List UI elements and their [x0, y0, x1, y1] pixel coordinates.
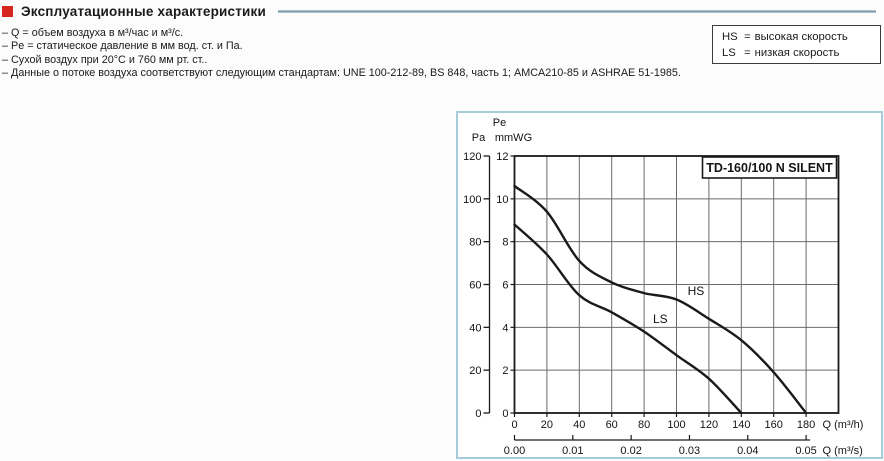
svg-text:120: 120 [463, 151, 482, 163]
svg-text:Pa: Pa [471, 132, 486, 144]
y-axis-mmwg [496, 151, 514, 420]
legend-code: HS [722, 31, 738, 43]
svg-text:6: 6 [502, 279, 509, 292]
equals-sign: = [744, 47, 751, 59]
svg-text:0: 0 [511, 419, 518, 431]
note-line: – Сухой воздух при 20°C и 760 мм рт. ст.. [2, 53, 208, 66]
y-axis-pa [463, 151, 489, 420]
note-line: – Данные о потоке воздуха соответствуют следующим стандартам: UNE 100-212-89, BS 848, часть 1; AMCA210-85 и ASHRAE 51-1985. [2, 67, 681, 80]
svg-text:120: 120 [699, 419, 719, 431]
svg-text:100: 100 [667, 419, 686, 431]
svg-text:0.05: 0.05 [795, 445, 817, 457]
svg-text:mmWG: mmWG [494, 132, 533, 144]
legend-line-hs [722, 29, 880, 45]
svg-text:0.03: 0.03 [678, 445, 701, 457]
svg-text:TD-160/100 N SILENT: TD-160/100 N SILENT [706, 161, 833, 175]
series-label-LS: LS [652, 311, 668, 326]
svg-text:180: 180 [796, 419, 816, 431]
svg-text:40: 40 [573, 419, 586, 431]
svg-text:8: 8 [502, 236, 509, 249]
note-line: – Q = объем воздуха в м³/час и м³/с. [2, 27, 184, 39]
x-axis-m3h [511, 413, 863, 431]
legend-label: высокая скорость [754, 31, 848, 43]
section-header [2, 4, 880, 19]
svg-text:0.02: 0.02 [620, 445, 642, 457]
svg-text:80: 80 [469, 236, 482, 249]
svg-text:0.00: 0.00 [503, 445, 526, 457]
svg-text:0: 0 [502, 408, 509, 420]
axis-units [472, 117, 532, 144]
svg-text:0.04: 0.04 [737, 445, 759, 457]
svg-text:40: 40 [469, 322, 482, 335]
legend-code: LS [722, 47, 736, 59]
section-bullet-icon [2, 6, 13, 17]
svg-text:Pe: Pe [492, 117, 507, 129]
series-label-HS: HS [687, 283, 705, 298]
svg-text:0.01: 0.01 [562, 445, 584, 457]
svg-text:60: 60 [469, 279, 482, 292]
svg-text:80: 80 [637, 419, 651, 431]
chart-title-box [703, 157, 837, 178]
speed-legend-box [712, 25, 881, 64]
svg-text:10: 10 [496, 193, 509, 206]
fan-curve-chart [458, 113, 881, 457]
svg-text:12: 12 [496, 151, 509, 163]
svg-text:Q (m³/s): Q (m³/s) [822, 445, 863, 457]
equals-sign: = [744, 31, 751, 43]
svg-text:140: 140 [732, 419, 751, 431]
svg-text:160: 160 [764, 419, 783, 431]
svg-text:4: 4 [502, 322, 509, 335]
x-axis-m3s [504, 435, 863, 457]
svg-text:60: 60 [605, 419, 618, 431]
performance-chart-panel [456, 111, 883, 459]
section-rule [278, 10, 876, 13]
note-line: – Pe = статическое давление в мм вод. ст. и Па. [2, 40, 243, 53]
svg-text:20: 20 [540, 419, 554, 431]
svg-text:0: 0 [475, 408, 482, 420]
svg-text:20: 20 [469, 365, 482, 378]
legend-label: низкая скорость [754, 47, 840, 59]
section-title: Эксплуатационные характеристики [21, 4, 267, 19]
curve-HS [515, 186, 807, 413]
notes-list [2, 27, 702, 81]
svg-text:2: 2 [502, 365, 509, 378]
chart-grid [515, 156, 839, 413]
legend-line-ls [722, 45, 880, 61]
svg-text:100: 100 [463, 193, 482, 206]
svg-text:Q (m³/h): Q (m³/h) [822, 419, 864, 431]
